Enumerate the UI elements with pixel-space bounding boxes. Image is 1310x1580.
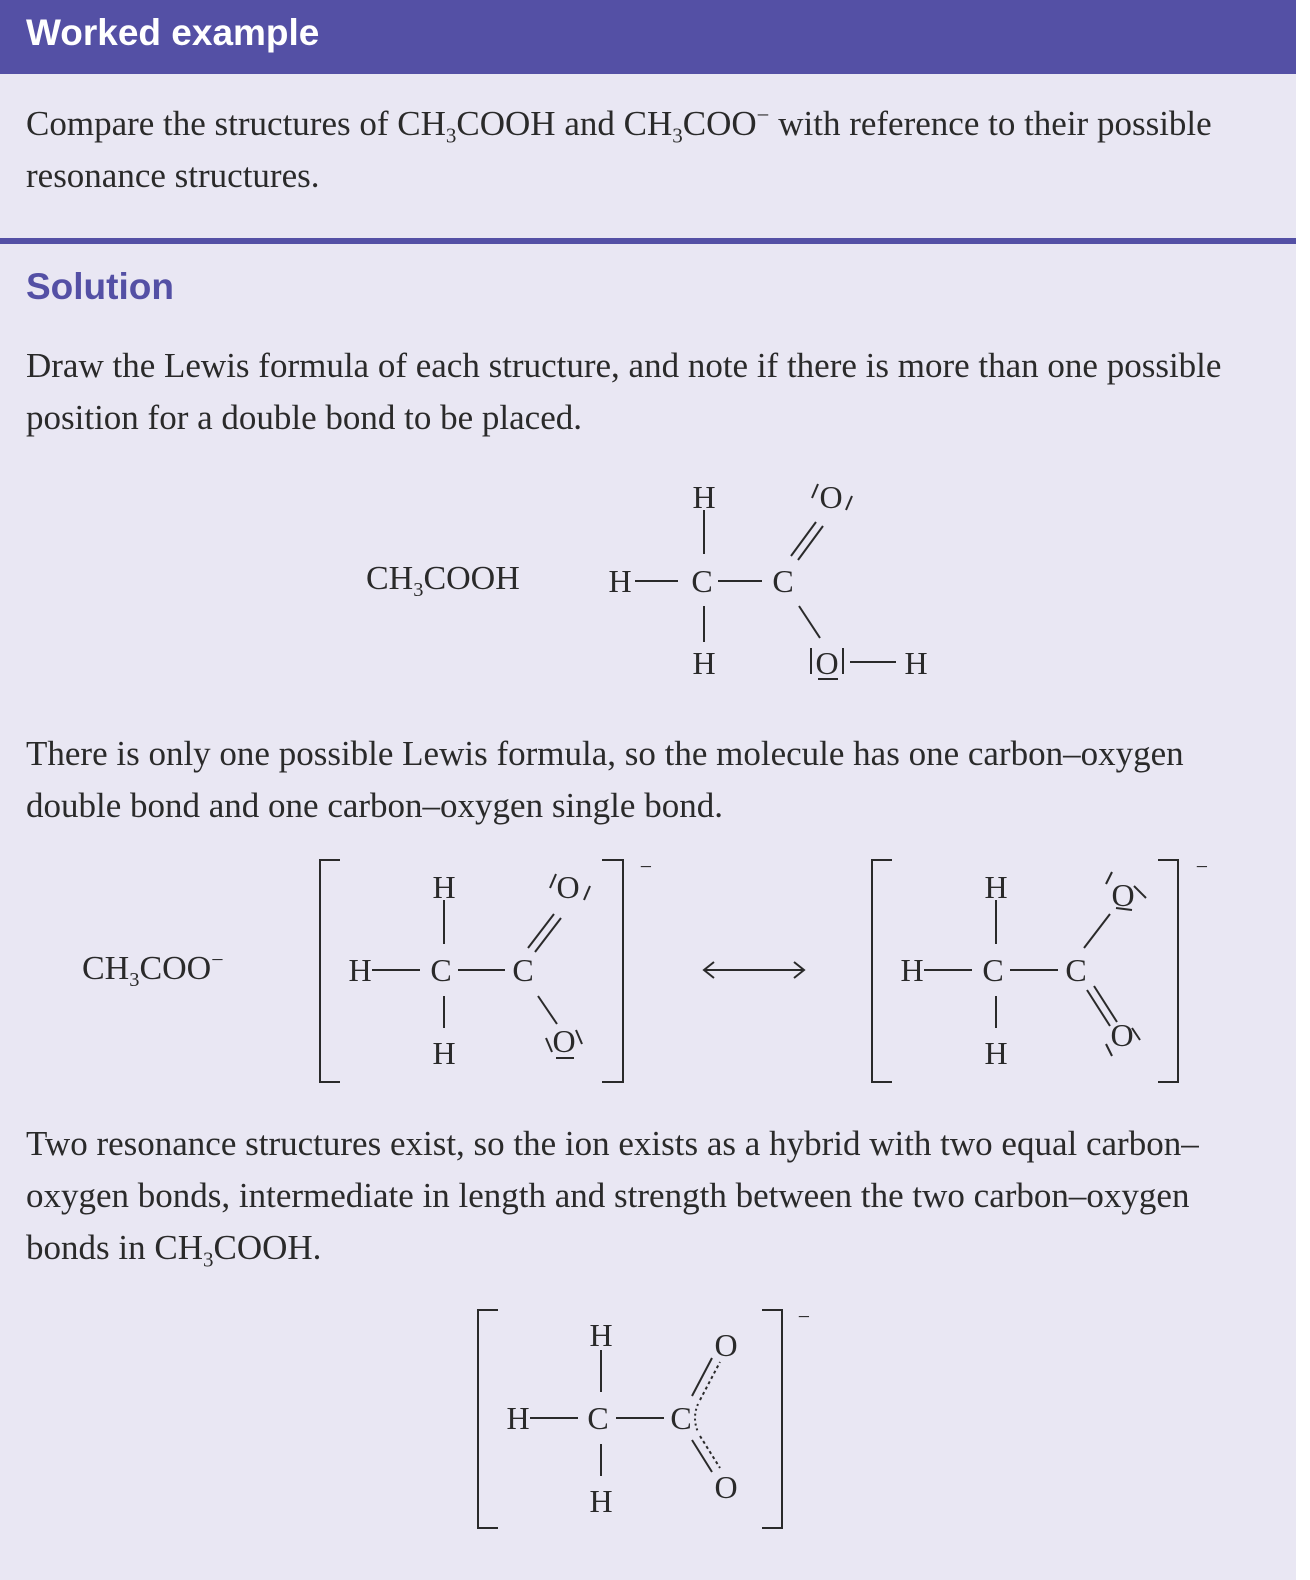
acid-atom-h-hydroxyl: H	[904, 645, 928, 681]
anion2-atom-o-top: O	[1111, 877, 1135, 913]
solution-title: Solution	[26, 266, 174, 307]
anion2-atom-h-left: H	[900, 952, 924, 988]
acid-atom-h-top: H	[692, 479, 716, 515]
acid-atom-h-left: H	[608, 563, 632, 599]
solution-paragraph-2: There is only one possible Lewis formula, so the molecule has one carbon–oxygen double bond and one carbon–oxygen single bond.	[26, 734, 1184, 825]
anion1-atom-c1: C	[430, 952, 452, 988]
anion-label: $CH_3COO^-$	[82, 946, 224, 992]
anion1-atom-c2: C	[512, 952, 534, 988]
header-bar	[0, 0, 1296, 74]
hybrid-charge: −	[797, 1304, 811, 1329]
anion2-atom-c2: C	[1065, 952, 1087, 988]
acetic-acid-structure	[590, 470, 950, 690]
anion2-atom-h-top: H	[984, 869, 1008, 905]
anion1-atom-h-bottom: H	[432, 1035, 456, 1071]
acid-label: $CH_3COOH$	[366, 560, 520, 602]
anion1-atom-h-left: H	[348, 952, 372, 988]
hybrid-atom-h-bottom: H	[589, 1483, 613, 1519]
hybrid-atom-h-left: H	[506, 1400, 530, 1436]
question-text: Compare the structures of $CH_3COOH$ and $CH_3COO^-$ with reference to their possible resonance structures.	[26, 102, 1212, 195]
hybrid-atom-o-top: O	[714, 1327, 738, 1363]
hybrid-atom-o-bottom: O	[714, 1469, 738, 1505]
hybrid-structure	[470, 1300, 830, 1540]
question-panel	[0, 74, 1296, 240]
header-title: Worked example	[26, 12, 320, 53]
acid-atom-h-bottom: H	[692, 645, 716, 681]
acid-atom-c1: C	[691, 563, 713, 599]
resonance-structures	[310, 850, 1230, 1100]
anion1-atom-h-top: H	[432, 869, 456, 905]
section-divider	[0, 238, 1296, 244]
anion1-charge: −	[639, 854, 653, 879]
hybrid-atom-h-top: H	[589, 1317, 613, 1353]
acid-atom-c2: C	[772, 563, 794, 599]
anion1-atom-o-top: O	[556, 869, 580, 905]
hybrid-atom-c1: C	[587, 1400, 609, 1436]
acid-atom-o-carbonyl: O	[819, 479, 843, 515]
anion2-atom-h-bottom: H	[984, 1035, 1008, 1071]
anion1-atom-o-bottom: O	[552, 1023, 576, 1059]
anion2-atom-o-bottom: O	[1110, 1017, 1134, 1053]
solution-paragraph-3: Two resonance structures exist, so the ion exists as a hybrid with two equal carbon–oxygen bonds, intermediate in length and strength between the two carbon–oxygen bonds in $CH_3COOH$.	[26, 1124, 1199, 1272]
anion2-charge: −	[1195, 854, 1209, 879]
solution-paragraph-1: Draw the Lewis formula of each structure, and note if there is more than one possible position for a double bond to be placed.	[26, 346, 1222, 437]
acid-atom-o-hydroxyl: O	[815, 645, 839, 681]
anion2-atom-c1: C	[982, 952, 1004, 988]
hybrid-atom-c2: C	[670, 1400, 692, 1436]
